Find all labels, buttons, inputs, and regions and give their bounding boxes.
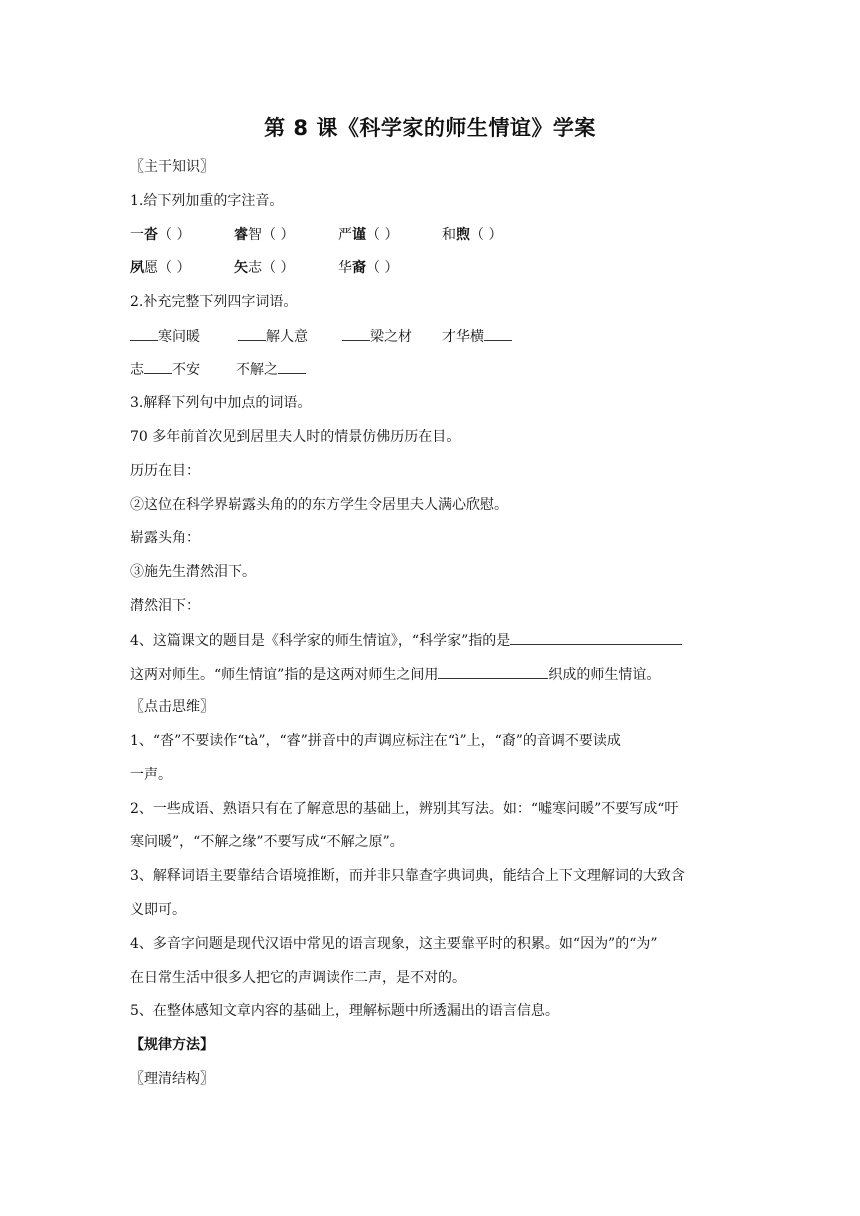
emphasized-char: 煦 [456, 227, 470, 243]
q4-line-2 [130, 664, 660, 685]
q2-row2 [130, 359, 306, 380]
text: 不解之 [236, 362, 278, 378]
text: 志（ ） [248, 260, 295, 276]
fill-blank [278, 359, 306, 374]
q3-word-3: 潸然泪下： [130, 598, 200, 614]
q1-item [234, 258, 338, 278]
text: 4、这篇课文的题目是《科学家的师生情谊》，“科学家”指的是 [130, 633, 511, 649]
q1-row2 [130, 258, 398, 278]
section-main-knowledge: 〖主干知识〗 [130, 159, 214, 175]
fill-blank [438, 664, 548, 679]
text: 志 [130, 362, 144, 378]
q2-item [442, 326, 512, 347]
text: 梁之材 [370, 329, 412, 345]
q1-prompt: 1.给下列加重的字注音。 [130, 193, 284, 209]
q2-item [238, 326, 342, 347]
text: 这两对师生。“师生情谊”指的是这两对师生之间用 [130, 667, 439, 683]
text: 寒问暖 [158, 329, 200, 345]
text: （ ） [158, 227, 191, 243]
text: 一 [130, 227, 144, 243]
q2-item [342, 326, 442, 347]
thinking-2a: 2、一些成语、熟语只有在了解意思的基础上，辨别其写法。如：“嘘寒问暖”不要写成“吁 [130, 801, 679, 817]
section-structure: 〖理清结构〗 [130, 1071, 214, 1087]
q3-sentence-2: ②这位在科学界崭露头角的的东方学生令居里夫人满心欣慰。 [130, 497, 508, 513]
q3-word-2: 崭露头角： [130, 530, 200, 546]
thinking-5: 5、在整体感知文章内容的基础上，理解标题中所透漏出的语言信息。 [130, 1003, 559, 1019]
text: 才华横 [442, 329, 484, 345]
text: 华 [338, 260, 352, 276]
q3-word-1: 历历在目： [130, 463, 200, 479]
q2-row1 [130, 326, 512, 347]
q1-item [338, 258, 398, 278]
emphasized-char: 谨 [352, 227, 366, 243]
q1-item [234, 225, 338, 245]
q2-item [236, 359, 306, 380]
q1-item [338, 225, 442, 245]
text: （ ） [366, 227, 399, 243]
fill-blank [238, 326, 266, 341]
fill-blank [130, 326, 158, 341]
text: 解人意 [266, 329, 308, 345]
fill-blank [484, 326, 512, 341]
fill-blank [144, 359, 172, 374]
q3-sentence-3: ③施先生潸然泪下。 [130, 564, 256, 580]
emphasized-char: 睿 [234, 227, 248, 243]
q1-item [130, 225, 234, 245]
section-thinking: 〖点击思维〗 [130, 699, 214, 715]
q2-item [130, 326, 238, 347]
section-methods: 【规律方法】 [130, 1037, 214, 1053]
text: 不安 [172, 362, 200, 378]
q3-sentence-1: 70 多年前首次见到居里夫人时的情景仿佛历历在目。 [130, 429, 461, 445]
text: （ ） [470, 227, 503, 243]
text: 严 [338, 227, 352, 243]
thinking-1a: 1、“沓”不要读作“tà”，“睿”拼音中的声调应标注在“ì”上，“裔”的音调不要读成 [130, 733, 621, 749]
text: （ ） [366, 260, 399, 276]
text: 愿（ ） [144, 260, 191, 276]
text: 和 [442, 227, 456, 243]
q2-item [130, 359, 236, 380]
emphasized-char: 裔 [352, 260, 366, 276]
thinking-2b: 寒问暖”，“不解之缘”不要写成“不解之原”。 [130, 834, 404, 850]
q2-prompt: 2.补充完整下列四字词语。 [130, 294, 298, 310]
thinking-4b: 在日常生活中很多人把它的声调读作二声，是不对的。 [130, 970, 466, 986]
page-title: 第 8 课《科学家的师生情谊》学案 [264, 116, 596, 140]
thinking-3a: 3、解释词语主要靠结合语境推断，而并非只靠查字典词典，能结合上下文理解词的大致含 [130, 868, 685, 884]
emphasized-char: 矢 [234, 260, 248, 276]
thinking-1b: 一声。 [130, 767, 172, 783]
thinking-4a: 4、多音字问题是现代汉语中常见的语言现象，这主要靠平时的积累。如“因为”的“为” [130, 936, 658, 952]
thinking-3b: 义即可。 [130, 902, 186, 918]
q1-row1 [130, 225, 502, 245]
emphasized-char: 沓 [144, 227, 158, 243]
text: 织成的师生情谊。 [548, 667, 661, 683]
q3-prompt: 3.解释下列句中加点的词语。 [130, 395, 312, 411]
q4-line-1 [130, 630, 682, 651]
q1-item [130, 258, 234, 278]
fill-blank [342, 326, 370, 341]
q1-item [442, 225, 502, 245]
emphasized-char: 夙 [130, 260, 144, 276]
fill-blank [510, 630, 682, 645]
text: 智（ ） [248, 227, 295, 243]
